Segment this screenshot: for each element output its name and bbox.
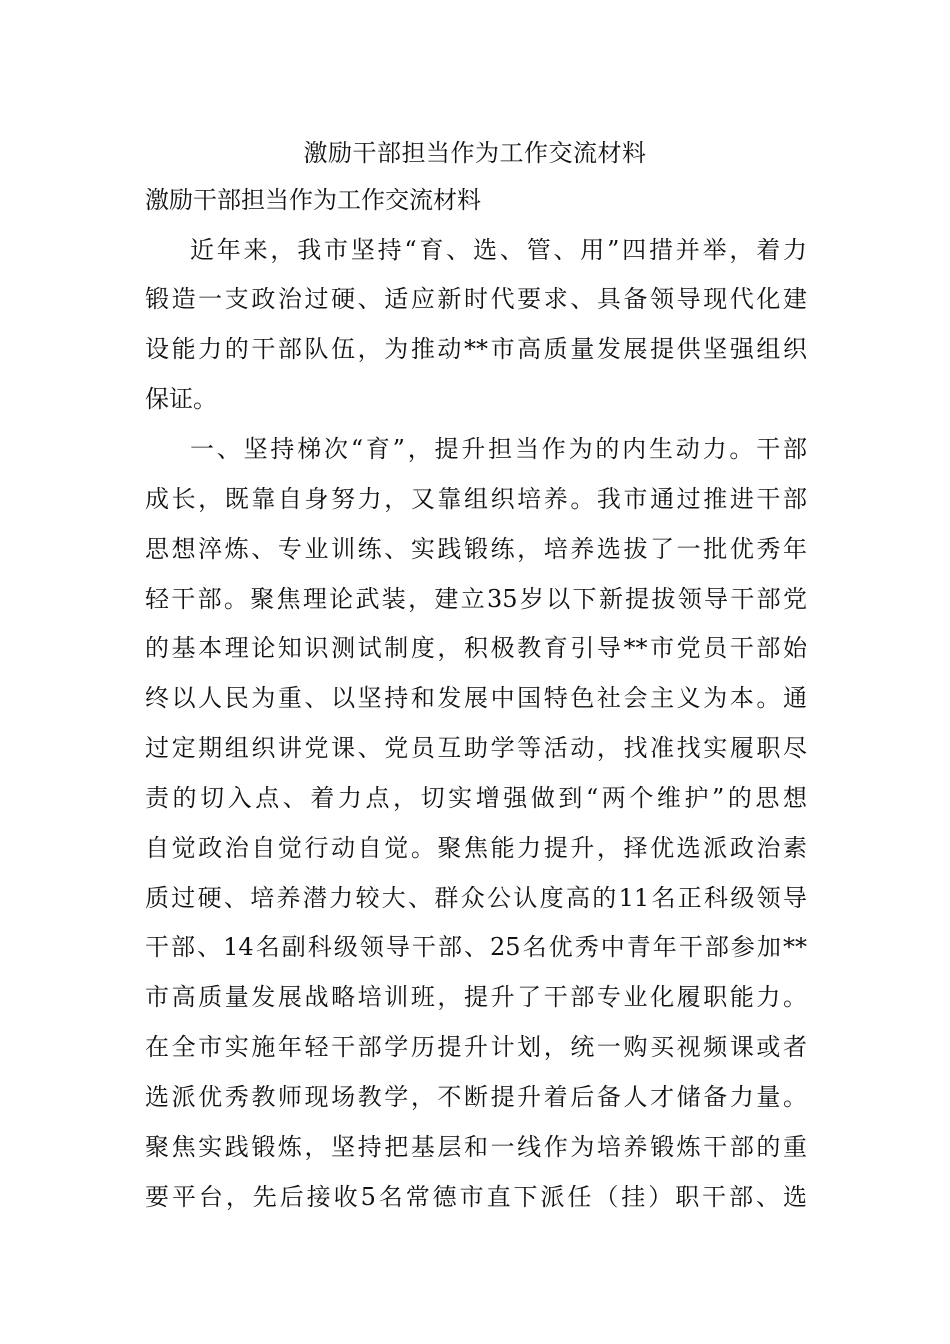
text-line: 锻造一支政治过硬、适应新时代要求、具备领导现代化建 <box>145 285 807 313</box>
text-line: 一、坚持梯次“育”，提升担当作为的内生动力。干部 <box>190 435 807 463</box>
text-line: 思想淬炼、专业训练、实践锻练，培养选拔了一批优秀年 <box>145 535 807 563</box>
text-line: 质过硬、培养潜力较大、群众公认度高的11名正科级领导 <box>145 884 807 912</box>
text-line: 选派优秀教师现场教学，不断提升着后备人才储备力量。 <box>145 1083 807 1111</box>
text-line: 在全市实施年轻干部学历提升计划，统一购买视频课或者 <box>145 1033 807 1061</box>
text-line: 自觉政治自觉行动自觉。聚焦能力提升，择优选派政治素 <box>145 834 807 862</box>
text-line: 近年来，我市坚持“育、选、管、用”四措并举，着力 <box>190 236 807 264</box>
document-title: 激励干部担当作为工作交流材料 <box>303 139 647 167</box>
text-line: 干部、14名副科级领导干部、25名优秀中青年干部参加** <box>145 933 807 961</box>
text-line: 终以人民为重、以坚持和发展中国特色社会主义为本。通 <box>145 684 807 712</box>
text-line: 保证。 <box>145 385 217 413</box>
text-line: 成长，既靠自身努力，又靠组织培养。我市通过推进干部 <box>145 485 807 513</box>
text-line: 市高质量发展战略培训班，提升了干部专业化履职能力。 <box>145 983 807 1011</box>
text-line: 要平台，先后接收5名常德市直下派任（挂）职干部、选 <box>145 1183 807 1211</box>
text-line: 设能力的干部队伍，为推动**市高质量发展提供坚强组织 <box>145 335 807 363</box>
text-line: 过定期组织讲党课、党员互助学等活动，找准找实履职尽 <box>145 734 807 762</box>
text-line: 轻干部。聚焦理论武装，建立35岁以下新提拔领导干部党 <box>145 585 807 613</box>
document-subtitle: 激励干部担当作为工作交流材料 <box>145 186 481 214</box>
text-line: 聚焦实践锻炼，坚持把基层和一线作为培养锻炼干部的重 <box>145 1133 807 1161</box>
text-line: 责的切入点、着力点，切实增强做到“两个维护”的思想 <box>145 784 807 812</box>
text-line: 的基本理论知识测试制度，积极教育引导**市党员干部始 <box>145 634 807 662</box>
